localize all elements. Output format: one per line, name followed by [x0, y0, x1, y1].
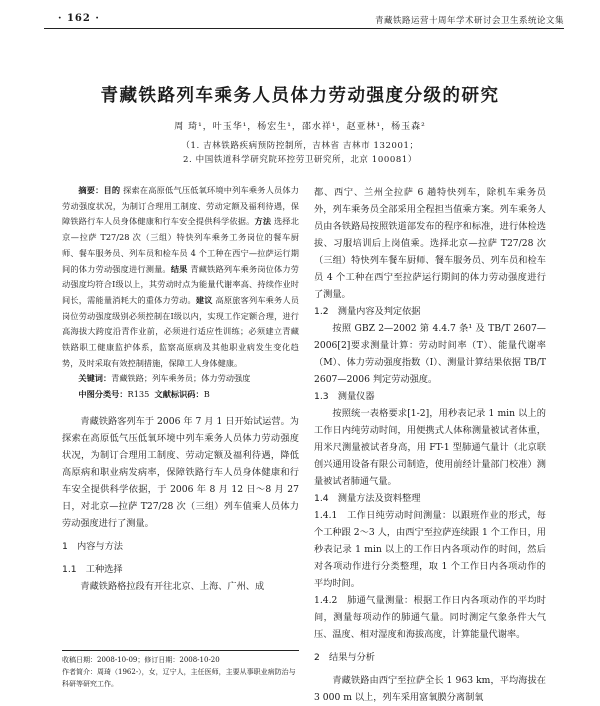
- section-2-heading: 2 结果与分析: [314, 652, 375, 663]
- section-2-text: 青藏铁路由西宁至拉萨全长 1 963 km，平均海拔在 3 000 m 以上，列车采用富氧膜分离制氧: [314, 675, 546, 703]
- author-list: 周 琦¹，叶玉华¹，杨宏生¹，邵水祥¹，赵亚林¹，杨玉森²: [174, 122, 426, 132]
- abstract: [62, 183, 299, 371]
- footnote: [62, 650, 299, 690]
- section-1-1-text-start: 青藏铁路格拉段有开往北京、上海、广州、成: [80, 580, 265, 592]
- abstract-purpose: 探索在高原低气压低氧环境中列车乘务人员体力劳动强度状况，为制订合理用工制度、劳动定额及福利待遇，保障铁路行车人员身体健康和行车安全提供科学依据。: [62, 185, 299, 227]
- section-1-2-text: 按照 GBZ 2—2002 第 4.4.7 条¹ 及 TB/T 2607—2006[2]要求测量计算：劳动时间率（T）、能量代谢率（M）、体力劳动强度指数（I）、测量计算结果依据 TB/T 2607—2006 判定劳动强度。: [314, 323, 546, 385]
- abstract-result-label: 结果: [170, 263, 188, 274]
- keywords-label: 关键词：: [78, 373, 112, 384]
- journal-name: 青藏铁路运营十周年学术研讨会卫生系统论文集: [374, 16, 564, 26]
- page-number: · 162 ·: [58, 13, 100, 24]
- right-column: [314, 184, 546, 706]
- section-1-3-heading: 1.3 测量仪器: [314, 391, 375, 402]
- section-1-4-1-text: 1.4.1 工作日纯劳动时间测量：以跟班作业的形式，每个工种跟 2～3 人，由西宁至拉萨连续跟 1 个工作日，用秒表记录 1 min 以上的工作日内各项动作的时间，然后对各项动作进行分类整理，取 1 个工作日内各项动作的平均时间。: [314, 510, 546, 589]
- abstract-purpose-label: 目的: [103, 185, 121, 195]
- left-column: [62, 183, 299, 595]
- abstract-conclusion: 高原旅客列车乘务人员岗位劳动强度级别必须控制在Ⅰ级以内，实现工作定额合理，进行高海拔大跨度沿青作业前，必须进行适应性训练；必须建立青藏铁路职工健康监护体系，监察高原病及其他职业病发生变化趋势，及时采取有效控制措施，保障工人身体健康。: [62, 294, 299, 368]
- doc-code: B: [203, 389, 210, 400]
- running-header: [44, 10, 564, 29]
- affiliation-2: 2. 中国铁道科学研究院环控劳卫研究所，北京 100081）: [183, 155, 417, 165]
- intro-paragraph: 青藏铁路客列车于 2006 年 7 月 1 日开始试运营。为探索在高原低气压低氧环境中列车乘务人员体力劳动强度状况，为制订合理用工制度、劳动定额及福利待遇，降低高原病和职业病发病率，保障铁路行车人员身体健康和行车安全提供科学依据，于 2006 年 8 月 12 日～8 月 27 日，对北京—拉萨 T27/28 次（三组）列车值乘人员体力劳动强度进行了测量。: [62, 415, 299, 529]
- section-1-4-2-text: 1.4.2 肺通气量测量：根据工作日内各项动作的平均时间，测量每项动作的肺通气量。同时测定气象条件大气压、温度、相对湿度和海拔高度，计算能量代谢率。: [314, 595, 546, 640]
- paper-title: 青藏铁路列车乘务人员体力劳动强度分级的研究: [100, 86, 500, 106]
- keywords: [62, 371, 299, 387]
- abstract-label: 摘要：: [78, 185, 104, 195]
- footnote-author: 作者简介：周琦（1962-），女，辽宁人，主任医师，主要从事职业病防治与科研等研究工作。: [62, 668, 296, 688]
- abstract-conclusion-label: 建议: [195, 294, 213, 305]
- clc-code: R135: [127, 389, 150, 400]
- classification: [62, 387, 299, 403]
- section-1-1-text-cont: 都、西宁、兰州全拉萨 6 趟特快列车，除机车乘务员外，列车乘务员全部采用全程担当值乘方案。列车乘务人员由各铁路局按照铁道部发布的程序和标准，进行体检选拔、习服培训后上岗值乘。选择北京—拉萨 T27/28 次（三组）特快列车餐车厨师、餐车服务员、列车员和检车员 4 个工种在西宁至拉萨运行期间的体力劳动强度进行了测量。: [314, 187, 546, 300]
- doc-code-label: 文献标识码：: [154, 389, 204, 400]
- affiliation-1: （1. 吉林铁路疾病预防控制所，吉林省 吉林市 132001；: [181, 141, 419, 151]
- section-1-3-text: 按照统一表格要求[1-2]，用秒表记录 1 min 以上的工作日内纯劳动时间，用便携式人体称测量被试者体重，用米尺测量被试者身高，用 FT-1 型肺通气量计（北京联创兴通用设备有限公司制造，使用前经计量部门校准）测量被试者肺通气量。: [314, 408, 546, 487]
- keywords-text: 青藏铁路；列车乘务员；体力劳动强度: [111, 373, 251, 384]
- abstract-method-label: 方法: [254, 216, 272, 227]
- section-1-2-heading: 1.2 测量内容及判定依据: [314, 306, 421, 317]
- footnote-dates: 收稿日期：2008-10-09；修订日期：2008-10-20: [62, 656, 220, 664]
- clc-label: 中图分类号：: [78, 389, 128, 400]
- section-1-4-heading: 1.4 测量方法及资料整理: [314, 493, 421, 504]
- abstract-method: 选择北京—拉萨 T27/28 次（三组）特快列车乘务工务岗位的餐车厨师、餐车服务员、列车员和检车员 4 个工种在西宁—拉萨运行期间的体力劳动强度进行测量。: [62, 216, 299, 274]
- section-1-1-heading: 1.1 工种选择: [62, 563, 123, 575]
- abstract-result: 青藏铁路列车乘务岗位体力劳动强度均符合Ⅰ级以上，其劳动时点为能量代谢率高、持续作业时间长，需能量消耗大的重体力劳动。: [62, 263, 299, 305]
- section-1-heading: 1 内容与方法: [62, 540, 123, 552]
